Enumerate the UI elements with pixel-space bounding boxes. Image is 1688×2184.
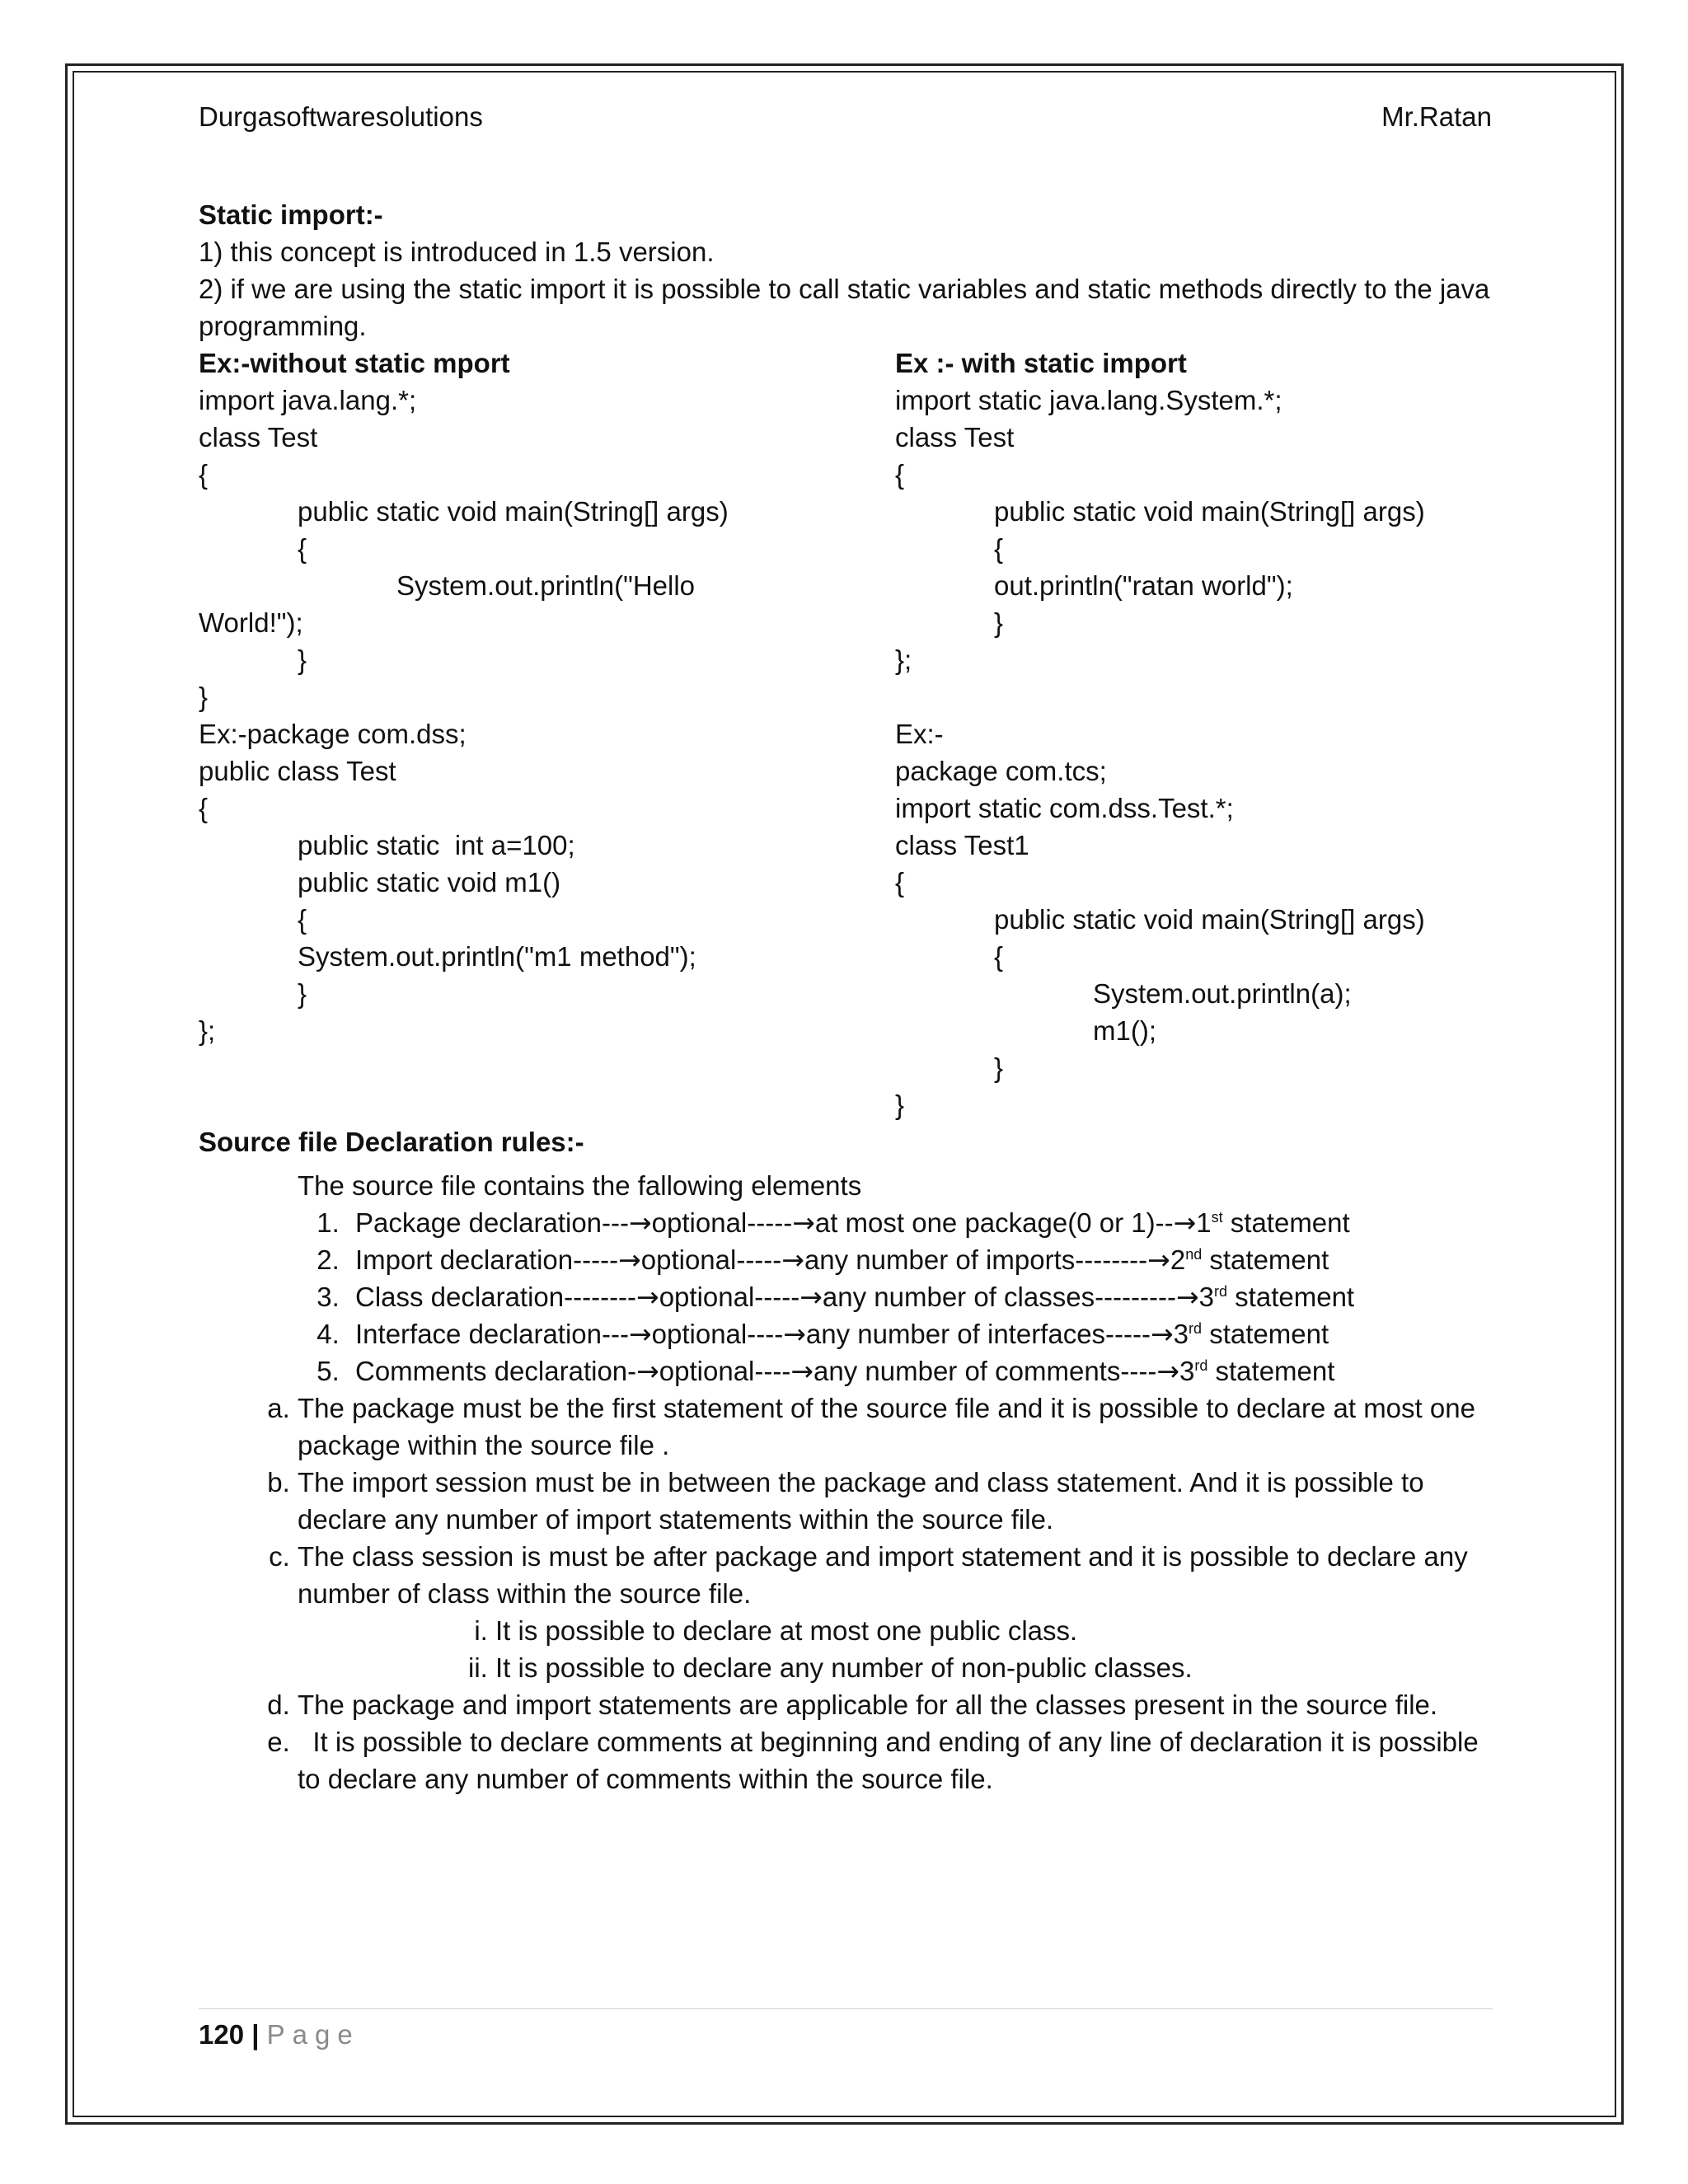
code-line: Ex :- with static import [895, 348, 1187, 378]
arrow-icon: → [618, 1244, 641, 1276]
code-line: System.out.println("Hello [396, 570, 696, 601]
header-author: Mr.Ratan [1381, 101, 1492, 132]
page-content [199, 196, 1493, 1797]
footer-separator: | [244, 2019, 267, 2050]
code-line: { [199, 793, 209, 823]
example-2-right-code [895, 715, 1493, 1123]
example-1-right-code [895, 344, 1493, 715]
header-company: Durgasoftwaresolutions [199, 101, 483, 132]
code-line: out.println("ratan world"); [994, 570, 1293, 601]
list-item: b. The import session must be in between the package and class statement. And it is possible to declare any number of import statements within the source file. [298, 1464, 1493, 1538]
code-line: import static com.dss.Test.*; [895, 793, 1234, 823]
source-rules-intro: The source file contains the fallowing elements [298, 1170, 862, 1201]
code-line: class Test [895, 422, 1015, 452]
code-line: System.out.println(a); [1093, 978, 1352, 1009]
code-line: public static void m1() [298, 867, 561, 898]
code-line: Ex:-without static mport [199, 348, 510, 378]
code-line: { [298, 904, 307, 935]
code-line: { [994, 941, 1004, 972]
source-rules-list [199, 1390, 1493, 1797]
code-line: }; [199, 1015, 216, 1046]
code-line: { [994, 533, 1004, 564]
code-line: import static java.lang.System.*; [895, 385, 1282, 415]
static-import-line-2: 2) if we are using the static import it is possible to call static variables and static methods directly to the java programming. [199, 274, 1490, 341]
list-item: i. It is possible to declare at most one public class. [495, 1612, 1493, 1649]
arrow-icon: → [1156, 1355, 1179, 1387]
static-import-line-1: 1) this concept is introduced in 1.5 version. [199, 237, 715, 267]
page-label: Page [266, 2019, 360, 2050]
code-line: public static int a=100; [298, 830, 575, 860]
list-item: e. It is possible to declare comments at beginning and ending of any line of declaration it is possible to declare any number of comments within the source file. [298, 1723, 1493, 1797]
list-item: a. The package must be the first statement of the source file and it is possible to declare at most one package within the source file . [298, 1390, 1493, 1464]
list-item: 3. Class declaration--------→optional-----→any number of classes---------→3rd statement [347, 1278, 1493, 1315]
code-line: { [199, 459, 209, 490]
footer-divider [199, 2008, 1493, 2009]
page-footer [199, 2016, 360, 2053]
example-1-left-code [199, 344, 895, 715]
list-item: d. The package and import statements are applicable for all the classes present in the source file. [298, 1686, 1493, 1723]
code-line: public static void main(String[] args) [994, 904, 1425, 935]
code-line: } [199, 682, 209, 712]
example-2-left-code [199, 715, 895, 1123]
code-line: { [895, 459, 905, 490]
code-line: Ex:-package com.dss; [199, 719, 467, 749]
list-item: 2. Import declaration-----→optional-----→any number of imports--------→2nd statement [347, 1241, 1493, 1278]
code-line: import java.lang.*; [199, 385, 417, 415]
example-2 [199, 715, 1493, 1123]
arrow-icon: → [629, 1207, 652, 1239]
code-line: } [298, 978, 307, 1009]
example-1 [199, 344, 1493, 715]
list-item: 4. Interface declaration---→optional----→any number of interfaces-----→3rd statement [347, 1315, 1493, 1352]
code-line: public static void main(String[] args) [994, 496, 1425, 527]
arrow-icon: → [1175, 1281, 1199, 1313]
list-item: 1. Package declaration---→optional-----→at most one package(0 or 1)--→1st statement [347, 1204, 1493, 1241]
arrow-icon: → [783, 1318, 806, 1350]
code-line: } [298, 644, 307, 675]
list-item: c. The class session is must be after package and import statement and it is possible to declare any number of class within the source file. i. It is possible to declare at most one public class. ii. It is possible to declare any number of non-public classes. [298, 1538, 1493, 1686]
arrow-icon: → [790, 1355, 814, 1387]
code-line: } [994, 1052, 1004, 1083]
code-line: class Test1 [895, 830, 1029, 860]
code-line: package com.tcs; [895, 756, 1107, 786]
class-sublist [298, 1612, 1493, 1686]
code-line: m1(); [1093, 1015, 1156, 1046]
code-line: System.out.println("m1 method"); [298, 941, 696, 972]
code-line: { [298, 533, 307, 564]
arrow-icon: → [636, 1355, 659, 1387]
code-line: World!"); [199, 607, 303, 638]
page-number: 120 [199, 2019, 245, 2050]
arrow-icon: → [628, 1318, 652, 1350]
arrow-icon: → [636, 1281, 659, 1313]
source-rules-heading: Source file Declaration rules:- [199, 1127, 584, 1157]
code-line: class Test [199, 422, 318, 452]
arrow-icon: → [799, 1281, 823, 1313]
arrow-icon: → [1147, 1244, 1170, 1276]
code-line: }; [895, 644, 912, 675]
code-line: } [994, 607, 1004, 638]
list-item: 5. Comments declaration-→optional----→any number of comments----→3rd statement [347, 1352, 1493, 1390]
source-elements-list [199, 1204, 1493, 1390]
code-line: public static void main(String[] args) [298, 496, 729, 527]
code-line: public class Test [199, 756, 396, 786]
arrow-icon: → [792, 1207, 815, 1239]
list-item: ii. It is possible to declare any number of non-public classes. [495, 1649, 1493, 1686]
arrow-icon: → [781, 1244, 804, 1276]
code-line: { [895, 867, 905, 898]
code-line: } [895, 1090, 905, 1120]
arrow-icon: → [1173, 1207, 1197, 1239]
arrow-icon: → [1151, 1318, 1174, 1350]
code-line: Ex:- [895, 719, 944, 749]
static-import-heading: Static import:- [199, 199, 383, 230]
